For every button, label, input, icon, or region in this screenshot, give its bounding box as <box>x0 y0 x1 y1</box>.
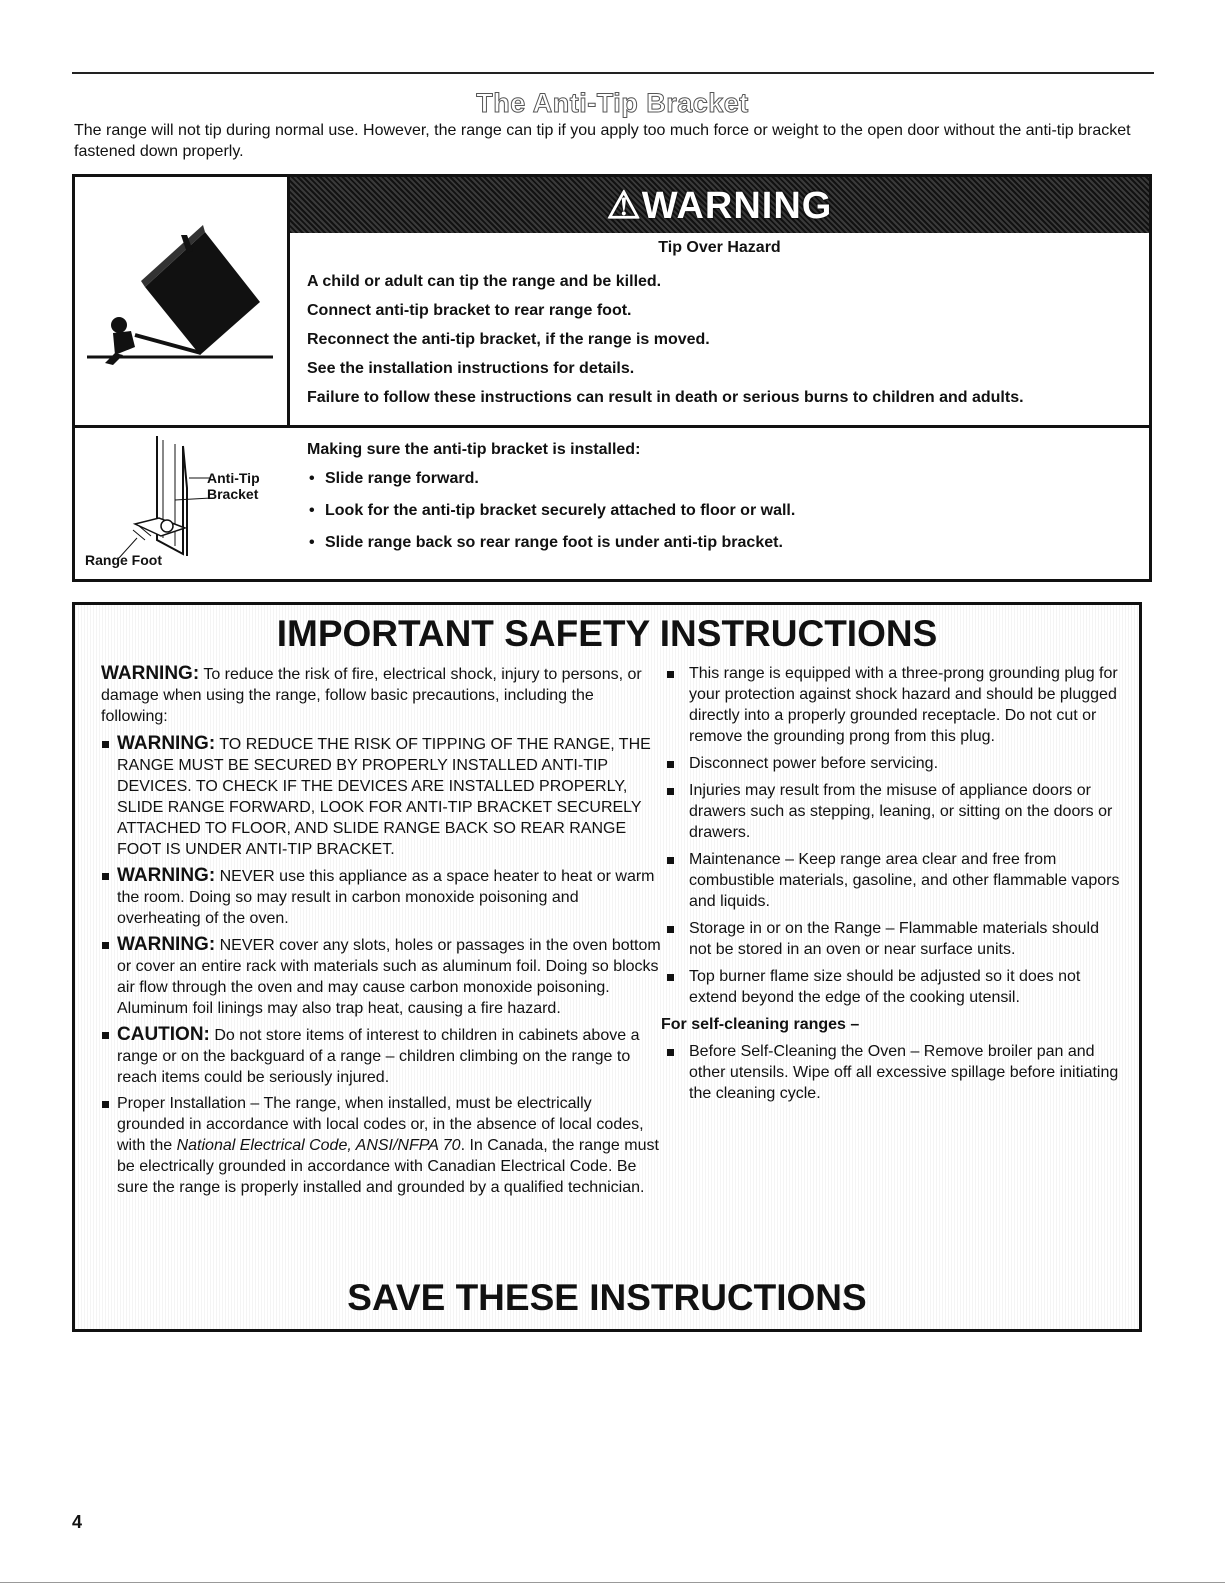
proper-install-text-cont: . In Canada, the range must be electrically grounded in accordance with Canadian Electrical Code. Be sure the range is properly installed and grounded by a qualified technician. <box>117 1137 659 1196</box>
item-label: WARNING: <box>117 934 216 955</box>
safety-item: Disconnect power before servicing. <box>661 753 1121 774</box>
proper-install-text: Proper Installation – The range, when installed, must be electrically grounded in accordance with local codes or, in the absence of local codes, with the <box>117 1095 644 1154</box>
item-label: CAUTION: <box>117 1024 210 1045</box>
warning-heading: ⚠WARNING <box>606 184 833 227</box>
bracket-check <box>307 439 1137 563</box>
bottom-rule <box>0 1582 1225 1583</box>
safety-item: Maintenance – Keep range area clear and free from combustible materials, gasoline, and other flammable vapors and liquids. <box>661 849 1121 912</box>
item-text: NEVER use this appliance as a space heater to heat or warm the room. Doing so may result in carbon monoxide poisoning and overheating of the oven. <box>117 868 655 927</box>
top-rule <box>72 72 1154 74</box>
bracket-illustration <box>75 428 290 579</box>
safety-title: IMPORTANT SAFETY INSTRUCTIONS <box>276 613 938 654</box>
item-text: TO REDUCE THE RISK OF TIPPING OF THE RANGE, THE RANGE MUST BE SECURED BY PROPERLY INSTALLED ANTI-TIP DEVICES. TO CHECK IF THE DEVICES ARE INSTALLED PROPERLY, SLIDE RANGE FORWARD, LOOK FOR ANTI-TIP BRACKET SECURELY ATTACHED TO FLOOR, AND SLIDE RANGE BACK SO REAR RANGE FOOT IS UNDER ANTI-TIP BRACKET. <box>117 736 651 858</box>
item-label: WARNING: <box>117 865 216 886</box>
page-number: 4 <box>72 1512 83 1532</box>
save-instructions-title: SAVE THESE INSTRUCTIONS <box>347 1277 867 1318</box>
safety-item <box>101 934 661 1019</box>
hazard-line: Connect anti-tip bracket to rear range foot. <box>307 302 632 319</box>
safety-item <box>101 1024 661 1088</box>
item-text: Do not store items of interest to children in cabinets above a range or on the backguard of a range – children climbing on the range to reach items could be seriously injured. <box>117 1027 640 1086</box>
check-item: • Slide range forward. <box>307 467 1137 491</box>
check-item: • Look for the anti-tip bracket securely attached to floor or wall. <box>307 499 1137 523</box>
hazard-line: Reconnect the anti-tip bracket, if the range is moved. <box>307 331 710 348</box>
safety-item: Storage in or on the Range – Flammable materials should not be stored in an oven or near surface units. <box>661 918 1121 960</box>
hazard-line: See the installation instructions for details. <box>307 360 635 377</box>
self-cleaning-heading: For self-cleaning ranges – <box>661 1016 860 1033</box>
item-text: NEVER cover any slots, holes or passages in the oven bottom or cover an entire rack with materials such as aluminum foil. Doing so blocks air flow through the oven and may cause carbon monoxide poisoning. Aluminum foil linings may also trap heat, causing a fire hazard. <box>117 937 661 1017</box>
safety-item: Before Self-Cleaning the Oven – Remove broiler pan and other utensils. Wipe off all excessive spillage before initiating the cleaning cycle. <box>661 1041 1121 1104</box>
safety-item: This range is equipped with a three-prong grounding plug for your protection against shock hazard and should be plugged directly into a properly grounded receptacle. Do not cut or remove the grounding prong from this plug. <box>661 663 1121 747</box>
hazard-title: Tip Over Hazard <box>658 239 781 256</box>
check-item: • Slide range back so rear range foot is under anti-tip bracket. <box>307 531 1137 555</box>
tip-over-illustration <box>75 177 290 425</box>
check-list <box>307 467 1137 555</box>
range-foot-label: Range Foot <box>85 552 162 568</box>
item-label: WARNING: <box>117 733 216 754</box>
intro-paragraph: The range will not tip during normal use. However, the range can tip if you apply too much force or weight to the open door without the anti-tip bracket fastened down properly. <box>74 122 1131 160</box>
code-reference: National Electrical Code, ANSI/NFPA 70 <box>176 1137 461 1154</box>
safety-item <box>101 733 661 860</box>
intro-warning-label: WARNING: <box>101 663 200 684</box>
safety-item-proper-installation <box>101 1093 661 1198</box>
safety-right-column <box>661 663 1121 1110</box>
hazard-line: A child or adult can tip the range and be killed. <box>307 273 662 290</box>
hazard-lines <box>307 267 1137 412</box>
safety-left-column <box>101 663 661 1203</box>
section-title: The Anti-Tip Bracket <box>476 88 749 118</box>
intro-text: To reduce the risk of fire, electrical shock, injury to persons, or damage when using the range, follow basic precautions, including the following: <box>101 666 642 725</box>
safety-intro <box>101 663 661 727</box>
tipping-range-icon <box>75 177 285 417</box>
hazard-line: Failure to follow these instructions can result in death or serious burns to children and adults. <box>307 389 1024 406</box>
warning-banner <box>290 177 1149 233</box>
safety-item: Injuries may result from the misuse of appliance doors or drawers such as stepping, leaning, or sitting on the doors or drawers. <box>661 780 1121 843</box>
safety-item <box>101 865 661 929</box>
safety-instructions-box <box>72 602 1142 1332</box>
warning-box <box>72 174 1152 582</box>
safety-item: Top burner flame size should be adjusted so it does not extend beyond the edge of the cooking utensil. <box>661 966 1121 1008</box>
anti-tip-bracket-label: Anti-Tip Bracket <box>207 470 260 502</box>
check-lead: Making sure the anti-tip bracket is installed: <box>307 441 641 458</box>
